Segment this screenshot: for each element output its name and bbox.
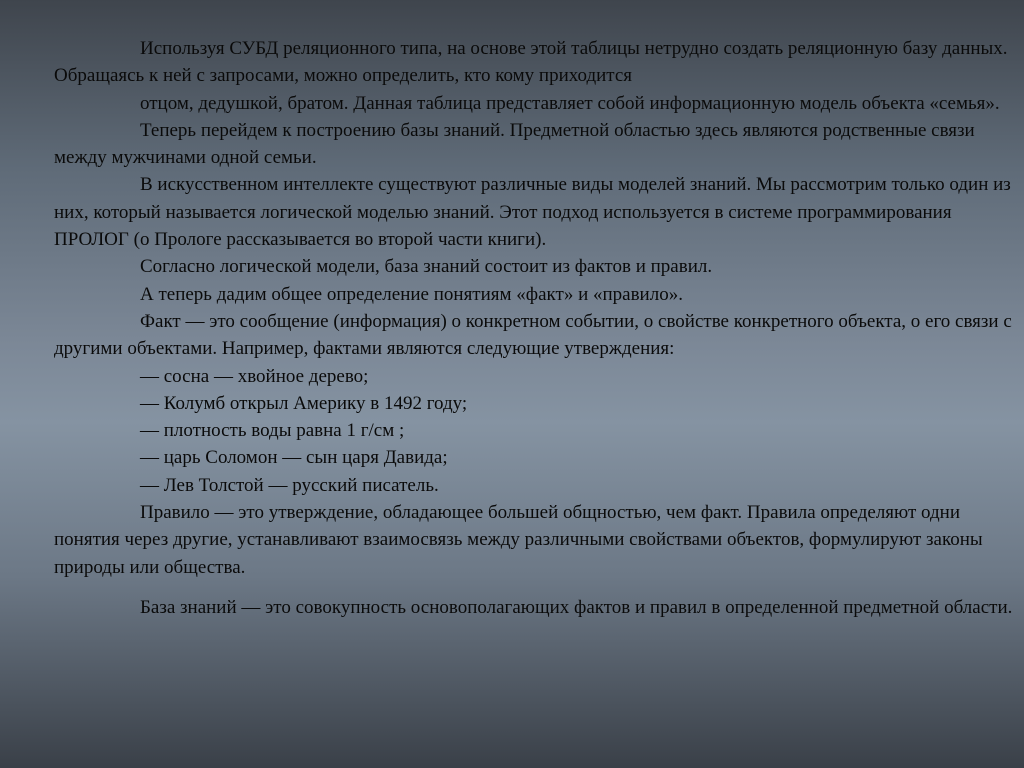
paragraph-fact-definition: Факт — это сообщение (информация) о конкретном событии, о свойстве конкретного объекта, о его связи с другими объектами. Например, фактами являются следующие утверждения: (54, 310, 1012, 360)
fact-example: — плотность воды равна 1 г/см ; (140, 420, 405, 442)
paragraph-relational-db: Используя СУБД реляционного типа, на основе этой таблицы нетрудно создать реляционную базу данных. Обращаясь к ней с запросами, можно определить, кто кому приходится (54, 38, 1008, 87)
fact-example: — Лев Толстой — русский писатель. (140, 474, 439, 496)
slide-text-body (54, 35, 1016, 621)
paragraph-facts-rules: Согласно логической модели, база знаний состоит из фактов и правил. (140, 256, 713, 278)
paragraph-knowledge-base-definition: База знаний — это совокупность основополагающих фактов и правил в определенной предметной области. (140, 596, 1013, 618)
fact-example: — царь Соломон — сын царя Давида; (140, 447, 448, 469)
paragraph-logic-model: В искусственном интеллекте существуют различные виды моделей знаний. Мы рассмотрим только один из них, который называется логической моделью знаний. Этот подход используется в системе программирования ПРОЛОГ (о Прологе рассказывается во второй части книги). (54, 174, 1011, 251)
paragraph-knowledge-base-intro: Теперь перейдем к построению базы знаний. Предметной областью здесь являются родственные связи между мужчинами одной семьи. (54, 119, 975, 169)
paragraph-rule-definition: Правило — это утверждение, обладающее большей общностью, чем факт. Правила определяют одни понятия через другие, устанавливают взаимосвязь между различными свойствами объектов, формулируют законы природы или общества. (54, 502, 983, 578)
fact-example: — сосна — хвойное дерево; (140, 365, 369, 387)
paragraph-definitions-intro: А теперь дадим общее определение понятиям «факт» и «правило». (140, 283, 683, 305)
paragraph-family-model: отцом, дедушкой, братом. Данная таблица представляет собой информационную модель объекта «семья». (140, 92, 1000, 114)
fact-example: — Колумб открыл Америку в 1492 году; (140, 392, 468, 414)
